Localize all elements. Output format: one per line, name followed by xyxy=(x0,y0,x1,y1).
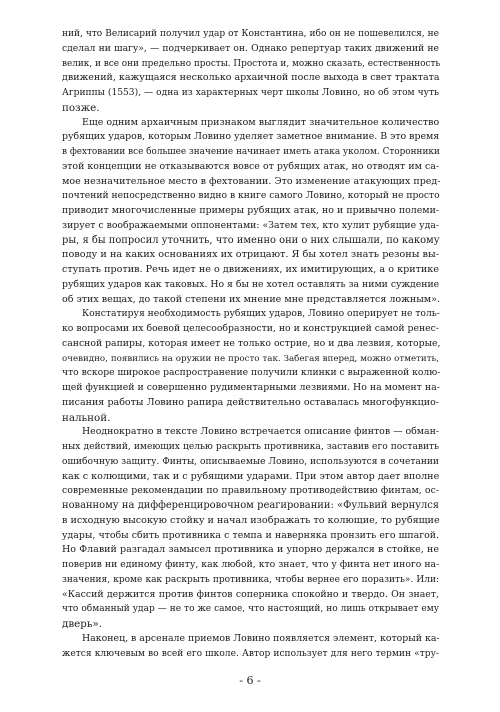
text-line: писания работы Ловино рапира действительно оставалась многофункцио- xyxy=(62,396,439,408)
text-line: почтений непосредственно видно в книге самого Ловино, который не просто xyxy=(62,190,440,202)
text-line: в фехтовании все большее значение начинает иметь атака уколом. Сторонники xyxy=(62,147,440,157)
text-line: сделал ни шагу», — подчеркивает он. Однако репертуар таких движений не xyxy=(62,42,439,54)
text-line: значения, кроме как раскрыть противника, чтобы вернее его поразить». Или: xyxy=(62,574,439,585)
text-line: что обманный удар — не то же самое, что настоящий, но лишь открывает ему xyxy=(62,604,439,615)
text-line: как с колющими, так и с рубящими ударами. При этом автор дает вполне xyxy=(62,470,440,482)
text-line: ры, я бы попросил уточнить, что именно они о них слышали, по какому xyxy=(62,234,440,246)
text-line: «Кассий держится против финтов соперника спокойно и твердо. Он знает, xyxy=(62,588,439,600)
text-line: движений, кажущаяся несколько архаичной после выхода в свет трактата xyxy=(62,72,440,84)
text-line: Агриппы (1553), — одна из характерных черт школы Ловино, но об этом чуть xyxy=(62,88,439,98)
text-line: что вскоре широкое распространение получили клинки с выраженной колю- xyxy=(62,367,441,379)
text-line: очевидно, появились на оружии не просто так. Забегая вперед, можно отметить, xyxy=(62,353,439,364)
text-line: ных действий, имеющих целью раскрыть противника, заставив его поставить xyxy=(62,442,439,452)
text-line: рубящих ударов, которым Ловино уделяет заметное внимание. В это время xyxy=(62,131,440,143)
text-line: поводу и на каких основаниях их отрицают. Я бы хотел знать резоны вы- xyxy=(62,249,439,261)
paragraph-first-line: Наконец, в арсенале приемов Ловино появляется элемент, который ка- xyxy=(82,632,440,644)
text-line: позже. xyxy=(62,101,100,114)
text-line: об этих вещах, до такой степени их мнение мне представляется ложным». xyxy=(62,293,441,305)
text-line: мое незначительное место в фехтовании. Это изменение атакующих пред- xyxy=(62,175,441,187)
paragraph-first-line: Констатируя необходимость рубящих ударов, Ловино оперирует не толь- xyxy=(82,308,440,320)
text-line: поверив ни единому финту, как любой, кто знает, что у финта нет иного на- xyxy=(62,559,440,570)
text-line: ний, что Велисарий получил удар от Константина, ибо он не пошевелился, не xyxy=(62,29,439,39)
text-line: современные рекомендации по правильному противодействию финтам, ос- xyxy=(62,485,439,497)
text-line: велик, и все они предельно просты. Простота и, можно сказать, естественность xyxy=(62,58,441,69)
text-line: зирует с воображаемыми оппонентами: «Затем тех, кто хулит рубящие уда- xyxy=(62,219,439,231)
text-line: удары, чтобы сбить противника с темпа и наверняка пронзить его шпагой. xyxy=(62,529,439,541)
body-text xyxy=(62,27,439,661)
text-line: нальной. xyxy=(62,411,111,424)
text-line: нованному на дифференцировочном реагировании: «Фульвий вернулся xyxy=(62,500,439,511)
paragraph-first-line: Неоднократно в тексте Ловино встречается описание финтов — обман- xyxy=(82,426,440,438)
text-line: в исходную высокую стойку и начал изображать то колющие, то рубящие xyxy=(62,514,440,526)
text-line: ступать против. Речь идет не о движениях, их имитирующих, а о критике xyxy=(62,264,439,275)
text-line: Но Флавий разгадал замысел противника и упорно держался в стойке, не xyxy=(62,544,439,556)
text-line: этой концепции не отказываются вовсе от рубящих атак, но отводят им са- xyxy=(62,160,439,172)
text-line: рубящих ударов как таковых. Но я бы не хотел оставлять за ними суждение xyxy=(62,278,440,290)
text-line: жется ключевым во всей его школе. Автор использует для него термин «тру- xyxy=(62,648,439,659)
text-line: ошибочную защиту. Финты, описываемые Ловино, используются в сочетании xyxy=(62,456,439,467)
page-number: - 6 - xyxy=(239,674,261,687)
paragraph-first-line: Еще одним архаичным признаком выглядит значительное количество xyxy=(82,116,440,128)
text-line: дверь». xyxy=(62,618,103,630)
text-line: приводит многочисленные примеры рубящих атак, но и привычно полеми- xyxy=(62,205,439,216)
text-line: ко вопросами их боевой целесообразности, но и конструкцией самой ренес- xyxy=(62,323,439,334)
text-line: щей функцией и совершенно рудиментарными лезвиями. Но на момент на- xyxy=(62,382,440,393)
text-line: сансной рапиры, которая имеет не только острие, но и два лезвия, которые, xyxy=(62,337,441,349)
